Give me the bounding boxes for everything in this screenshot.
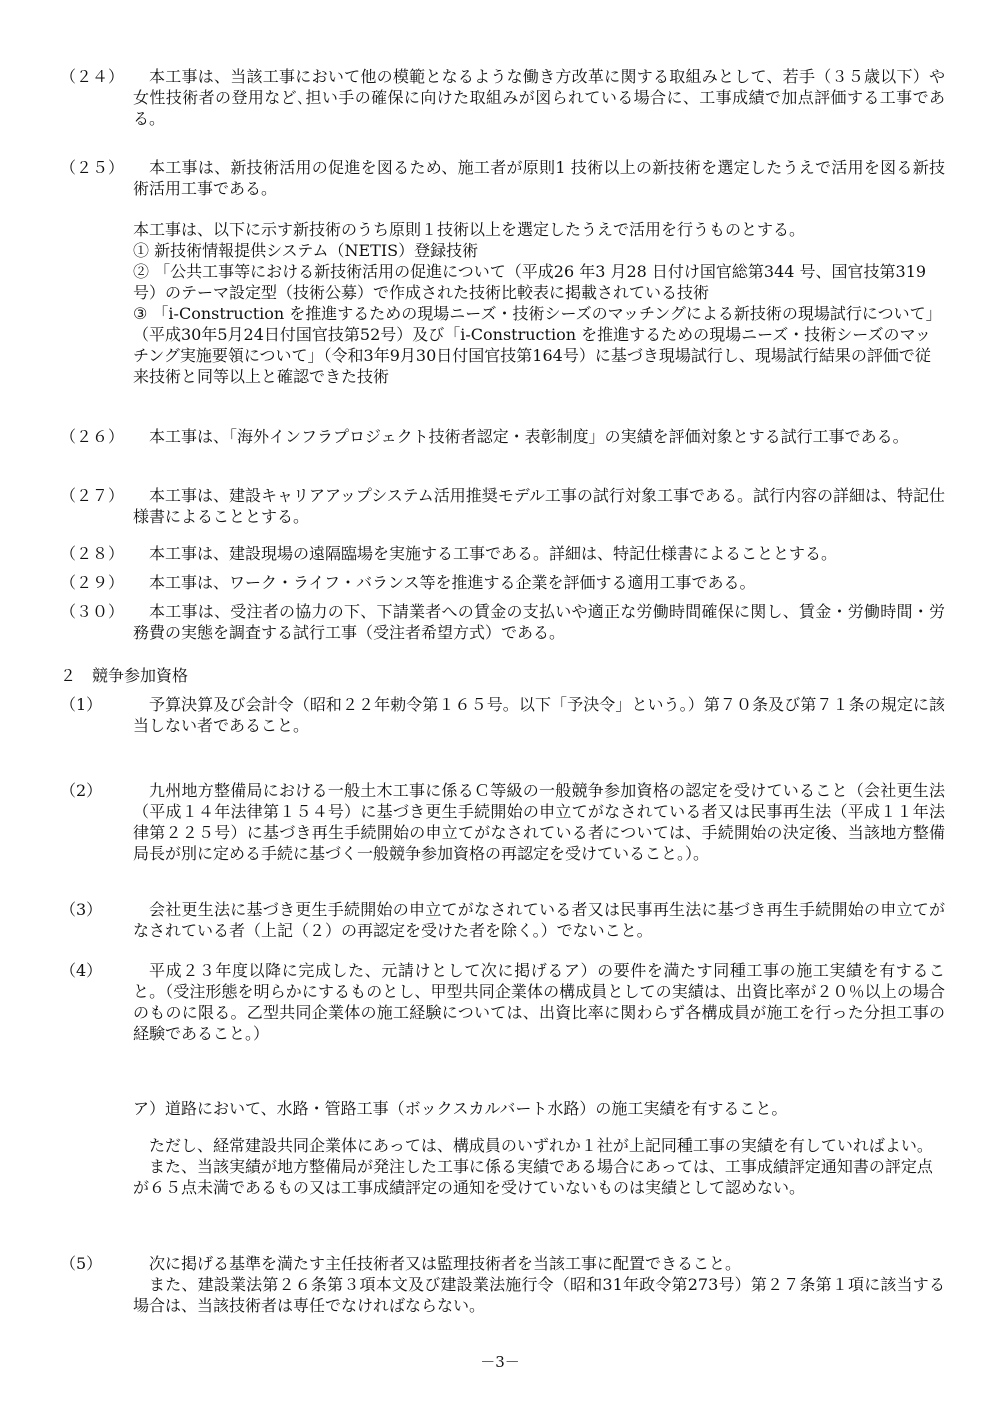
item-text: 次に掲げる基準を満たす主任技術者又は監理技術者を当該工事に配置できること。 また、建設業法第２６条第３項本文及び建設業法施行令（昭和31年政令第273号）第２７条第１項に該当する場合は、当該技術者は専任でなければならない。 (133, 1254, 945, 1315)
item-number: （３０） (60, 602, 125, 621)
new-tech-intro: 本工事は、以下に示す新技術のうち原則１技術以上を選定したうえで活用を行うものとする。 (133, 220, 806, 239)
item-text: 本工事は、当該工事において他の模範となるような働き方改革に関する取組みとして、若手（３５歳以下）や女性技術者の登用など､担い手の確保に向けた取組みが図られている場合に、工事成績で加点評価する工事である。 (133, 67, 945, 128)
requirement-note-1: ただし、経常建設共同企業体にあっては、構成員のいずれか１社が上記同種工事の実績を有していればよい。 (149, 1136, 933, 1155)
item-number: （２８） (60, 544, 125, 563)
item-text: 予算決算及び会計令（昭和２２年勅令第１６５号。以下「予決令」という。）第７０条及び第７１条の規定に該当しない者であること。 (133, 695, 945, 735)
item-number: （5） (60, 1254, 103, 1273)
requirement-notes (133, 1135, 945, 1198)
item-text: 本工事は、新技術活用の促進を図るため、施工者が原則1 技術以上の新技術を選定したうえで活用を図る新技術活用工事である。 (133, 158, 945, 198)
item-text: 本工事は、「海外インフラプロジェクト技術者認定・表彰制度」の実績を評価対象とする試行工事である。 (149, 427, 909, 446)
item-text: 九州地方整備局における一般土木工事に係るＣ等級の一般競争参加資格の認定を受けていること（会社更生法（平成１４年法律第１５４号）に基づき更生手続開始の申立てがなされている者又は民事再生法（平成１１年法律第２２５号）に基づき再生手続開始の申立てがなされている者については、手続開始の決定後、当該地方整備局長が別に定める手続に基づく一般競争参加資格の再認定を受けていること。）。 (133, 781, 945, 863)
item-number: （２７） (60, 486, 125, 505)
item-text: 平成２３年度以降に完成した、元請けとして次に掲げるア）の要件を満たす同種工事の施工実績を有すること。（受注形態を明らかにするものとし、甲型共同企業体の構成員としての実績は、出資比率が２０％以上の場合のものに限る。乙型共同企業体の施工経験については、出資比率に関わらず各構成員が施工を行った分担工事の経験であること。） (133, 961, 945, 1043)
item-number: （3） (60, 900, 103, 919)
item-number: （1） (60, 695, 103, 714)
page-number: －3－ (480, 1353, 520, 1371)
new-tech-option-2: ② 「公共工事等における新技術活用の促進について（平成26 年3 月28 日付け国官総第344 号、国官技第319 号）のテーマ設定型（技術公募）で作成された技術比較表に掲載されている技術 (133, 262, 927, 302)
section-heading: ２ 競争参加資格 (60, 666, 189, 685)
item-text: 本工事は、ワーク・ライフ・バランス等を推進する企業を評価する適用工事である。 (149, 573, 756, 592)
item-number: （4） (60, 961, 103, 980)
item-number: （2） (60, 781, 103, 800)
item-number: （２４） (60, 67, 125, 86)
new-tech-detail (133, 219, 945, 387)
item-text: 本工事は、受注者の協力の下、下請業者への賃金の支払いや適正な労働時間確保に関し、賃金・労働時間・労務費の実態を調査する試行工事（受注者希望方式）である。 (133, 602, 945, 642)
item-number: （２５） (60, 158, 125, 177)
item-text: 会社更生法に基づき更生手続開始の申立てがなされている者又は民事再生法に基づき再生手続開始の申立てがなされている者（上記（２）の再認定を受けた者を除く。）でないこと。 (133, 900, 945, 940)
item-number: （２６） (60, 427, 125, 446)
item-text: 本工事は、建設キャリアアップシステム活用推奨モデル工事の試行対象工事である。試行内容の詳細は、特記仕様書によることとする。 (133, 486, 945, 526)
new-tech-option-1: ① 新技術情報提供システム（NETIS）登録技術 (133, 241, 479, 260)
requirement-a: ア）道路において、水路・管路工事（ボックスカルバート水路）の施工実績を有すること。 (133, 1099, 788, 1118)
new-tech-option-3: ③ 「i-Construction を推進するための現場ニーズ・技術シーズのマッチングによる新技術の現場試行について」（平成30年5月24日付国官技第52号）及び「i-Construction を推進するための現場ニーズ・技術シーズのマッチング実施要領について」（令和3年9月30日付国官技第164号）に基づき現場試行し、現場試行結果の評価で従来技術と同等以上と確認できた技術 (133, 304, 942, 386)
requirement-note-2: また、当該実績が地方整備局が発注した工事に係る実績である場合にあっては、工事成績評定通知書の評定点が６５点未満であるもの又は工事成績評定の通知を受けていないものは実績として認めない。 (133, 1157, 933, 1197)
item-number: （２９） (60, 573, 125, 592)
item-text: 本工事は、建設現場の遠隔臨場を実施する工事である。詳細は、特記仕様書によることとする。 (149, 544, 838, 563)
